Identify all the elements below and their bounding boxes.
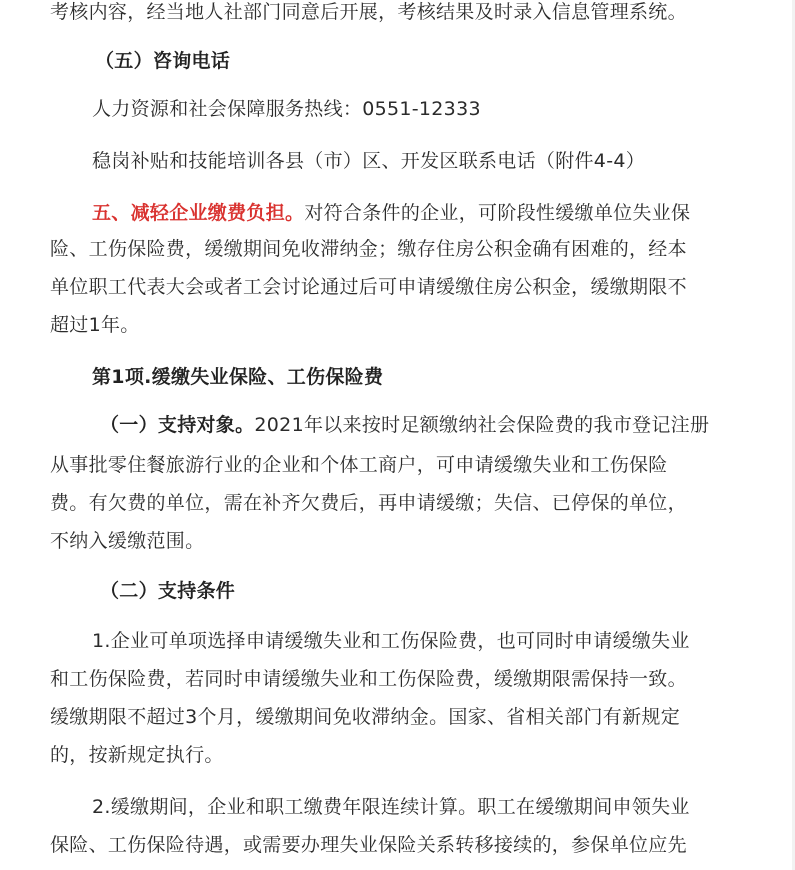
text-line: 从事批零住餐旅游行业的企业和个体工商户，可申请缓缴失业和工伤保险 [50, 454, 668, 476]
section5-line-1 [92, 200, 690, 226]
text-line: 险、工伤保险费，缓缴期间免收滞纳金；缴存住房公积金确有困难的，经本 [50, 238, 687, 260]
text-line: 单位职工代表大会或者工会讨论通过后可申请缓缴住房公积金，缓缴期限不 [50, 276, 687, 298]
text-line: 的，按新规定执行。 [50, 744, 224, 766]
text-line: 缓缴期限不超过3个月，缓缴期间免收滞纳金。国家、省相关部门有新规定 [50, 706, 680, 728]
text-line: 费。有欠费的单位，需在补齐欠费后，再申请缓缴；失信、已停保的单位， [50, 492, 687, 514]
county-contacts-text: 稳岗补贴和技能培训各县（市）区、开发区联系电话（附件4-4） [92, 150, 646, 172]
paragraph1-heading: （一）支持对象。 [100, 414, 255, 436]
section-heading-consult: （五）咨询电话 [95, 50, 231, 72]
text-line: 和工伤保险费，若同时申请缓缴失业和工伤保险费，缓缴期限需保持一致。 [50, 668, 687, 690]
text-line: 保险、工伤保险待遇，或需要办理失业保险关系转移接续的，参保单位应先 [50, 834, 687, 856]
text-line: 超过1年。 [50, 314, 140, 336]
section5-text: 对符合条件的企业，可阶段性缓缴单位失业保 [304, 202, 691, 224]
section-heading-conditions: （二）支持条件 [100, 580, 236, 602]
section5-title: 五、减轻企业缴费负担。 [92, 202, 305, 224]
text-line: 不纳入缓缴范围。 [50, 530, 205, 552]
text-line: 2.缓缴期间，企业和职工缴费年限连续计算。职工在缓缴期间申领失业 [92, 796, 690, 818]
text-line: 考核内容，经当地人社部门同意后开展，考核结果及时录入信息管理系统。 [50, 1, 687, 23]
hotline-text: 人力资源和社会保障服务热线：0551-12333 [92, 98, 481, 120]
paragraph1-text: 2021年以来按时足额缴纳社会保险费的我市登记注册 [254, 414, 710, 436]
paragraph1-line-1 [100, 412, 709, 438]
text-line: 1.企业可单项选择申请缓缴失业和工伤保险费，也可同时申请缓缴失业 [92, 630, 690, 652]
item1-title: 第1项.缓缴失业保险、工伤保险费 [92, 366, 384, 388]
